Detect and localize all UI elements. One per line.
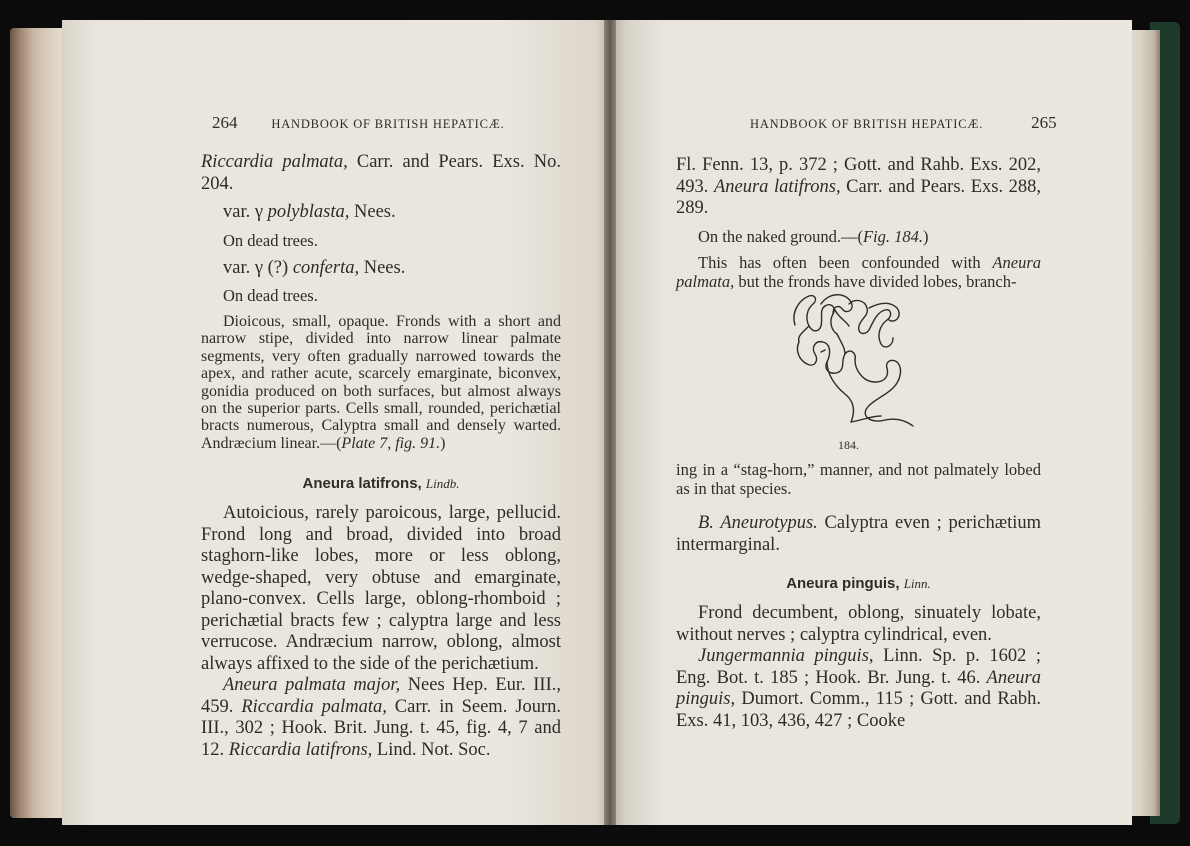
right-page-text-bottom — [676, 460, 1041, 732]
paragraph: On dead trees. — [223, 230, 318, 250]
text: This has often been confounded with — [698, 252, 993, 272]
text: Carr. and Pears. Exs. 288, 289. — [676, 176, 1042, 218]
italic-text: Aneura latifrons, — [713, 176, 841, 197]
text: Dumort. Comm., 115 ; Gott. and Rabh. Exs. 41, 103, 436, 427 ; Cooke — [676, 689, 1041, 731]
paragraph — [201, 202, 561, 224]
heading-text: Aneura latifrons, — [302, 475, 422, 493]
paragraph — [676, 253, 1041, 291]
italic-text: Aneura pinguis, — [676, 667, 1041, 709]
italic-text: Riccardia latifrons, — [228, 739, 373, 760]
italic-text: conferta, — [292, 257, 360, 278]
text: Calyptra even ; perichætium intermarginal. — [676, 513, 1042, 555]
paragraph — [201, 258, 561, 280]
paragraph — [676, 227, 1041, 246]
paragraph — [676, 155, 1041, 220]
paragraph: ing in a “stag-horn,” manner, and not palmately lobed as in that species. — [676, 460, 1041, 498]
text: Nees. — [359, 257, 406, 278]
right-running-title: HANDBOOK OF BRITISH HEPATICÆ. — [750, 117, 984, 131]
figure-caption: 184. — [838, 438, 859, 452]
right-page-text-top — [676, 155, 1041, 291]
text: Dioicous, small, opaque. Fronds with a short and narrow stipe, divided into narrow linear palmate segments, very often gradually narrowed towards the apex, and rather acute, scarcely emarginate, biconvex, gonidia produced on both surfaces, but almost always on the superior parts. Cells small, rounded, perichætial bracts numerous, Calyptra small and densely warted. Andræcium linear.—( — [201, 313, 561, 452]
text: Carr. in Seem. Journ. III., 302 ; Hook. Brit. Jung. t. 45, fig. 4, 7 and 12. — [201, 696, 562, 760]
right-page-number: 265 — [1031, 113, 1057, 132]
paragraph — [676, 513, 1041, 556]
text: Linn. Sp. p. 1602 ; Eng. Bot. t. 185 ; Hook. Br. Jung. t. 46. — [676, 646, 1041, 688]
paragraph — [201, 313, 561, 452]
left-page-number: 264 — [212, 113, 238, 132]
text: Nees. — [349, 202, 396, 222]
italic-text: Riccardia palmata, — [241, 696, 387, 717]
text: Carr. and Pears. Exs. No. 204. — [201, 152, 562, 194]
italic-text: Aneura palmata major, — [223, 675, 401, 696]
text: ) — [440, 434, 446, 452]
left-running-title: HANDBOOK OF BRITISH HEPATICÆ. — [271, 117, 505, 131]
book-edge-left — [10, 28, 70, 818]
text: but the fronds have divided lobes, branch- — [734, 271, 1017, 291]
text: Nees Hep. Eur. III., 459. — [201, 675, 561, 717]
italic-text: B. Aneurotypus. — [698, 513, 818, 533]
paragraph: Autoicious, rarely paroicous, large, pellucid. Frond long and broad, divided into broad staghorn-like lobes, more or less oblong, wedge-shaped, very obtuse and emarginate, plano-convex. Cells large, oblong-rhomboid ; perichætial bracts few ; calyptra large and less verrucose. Andræcium narrow, oblong, almost always affixed to the side of the perichætium. — [201, 503, 561, 674]
left-page-text — [201, 152, 561, 761]
paragraph — [676, 646, 1041, 732]
text: Fl. Fenn. 13, p. 372 ; Gott. and Rahb. Exs. 202, 493. — [676, 155, 1041, 197]
left-running-head — [212, 113, 505, 133]
right-running-head — [750, 113, 1057, 133]
italic-text: Riccardia palmata, — [201, 152, 348, 172]
paragraph: Frond decumbent, oblong, sinuately lobate, without nerves ; calyptra cylindrical, even. — [676, 603, 1041, 645]
italic-text: Jungermannia pinguis, — [698, 646, 874, 666]
stag-horn-frond-illustration — [785, 290, 925, 435]
italic-text: Aneura palmata, — [676, 252, 1041, 291]
text: var. γ (?) — [223, 257, 293, 278]
text: var. γ — [223, 202, 268, 222]
paragraph — [201, 675, 561, 761]
italic-text: polyblasta, — [267, 202, 350, 222]
section-heading — [676, 574, 1041, 593]
text: ) — [923, 226, 929, 246]
heading-author: Lindb. — [425, 476, 460, 492]
italic-text: Fig. 184. — [862, 226, 924, 246]
section-heading — [201, 474, 561, 493]
text: Lind. Not. Soc. — [372, 739, 491, 760]
italic-text: Plate 7, fig. 91. — [341, 434, 441, 452]
paragraph: On dead trees. — [223, 286, 318, 305]
heading-text: Aneura pinguis, — [786, 575, 900, 592]
paragraph — [201, 152, 561, 195]
book-gutter — [604, 20, 616, 825]
heading-author: Linn. — [903, 576, 931, 591]
text: On the naked ground.—( — [698, 226, 863, 246]
